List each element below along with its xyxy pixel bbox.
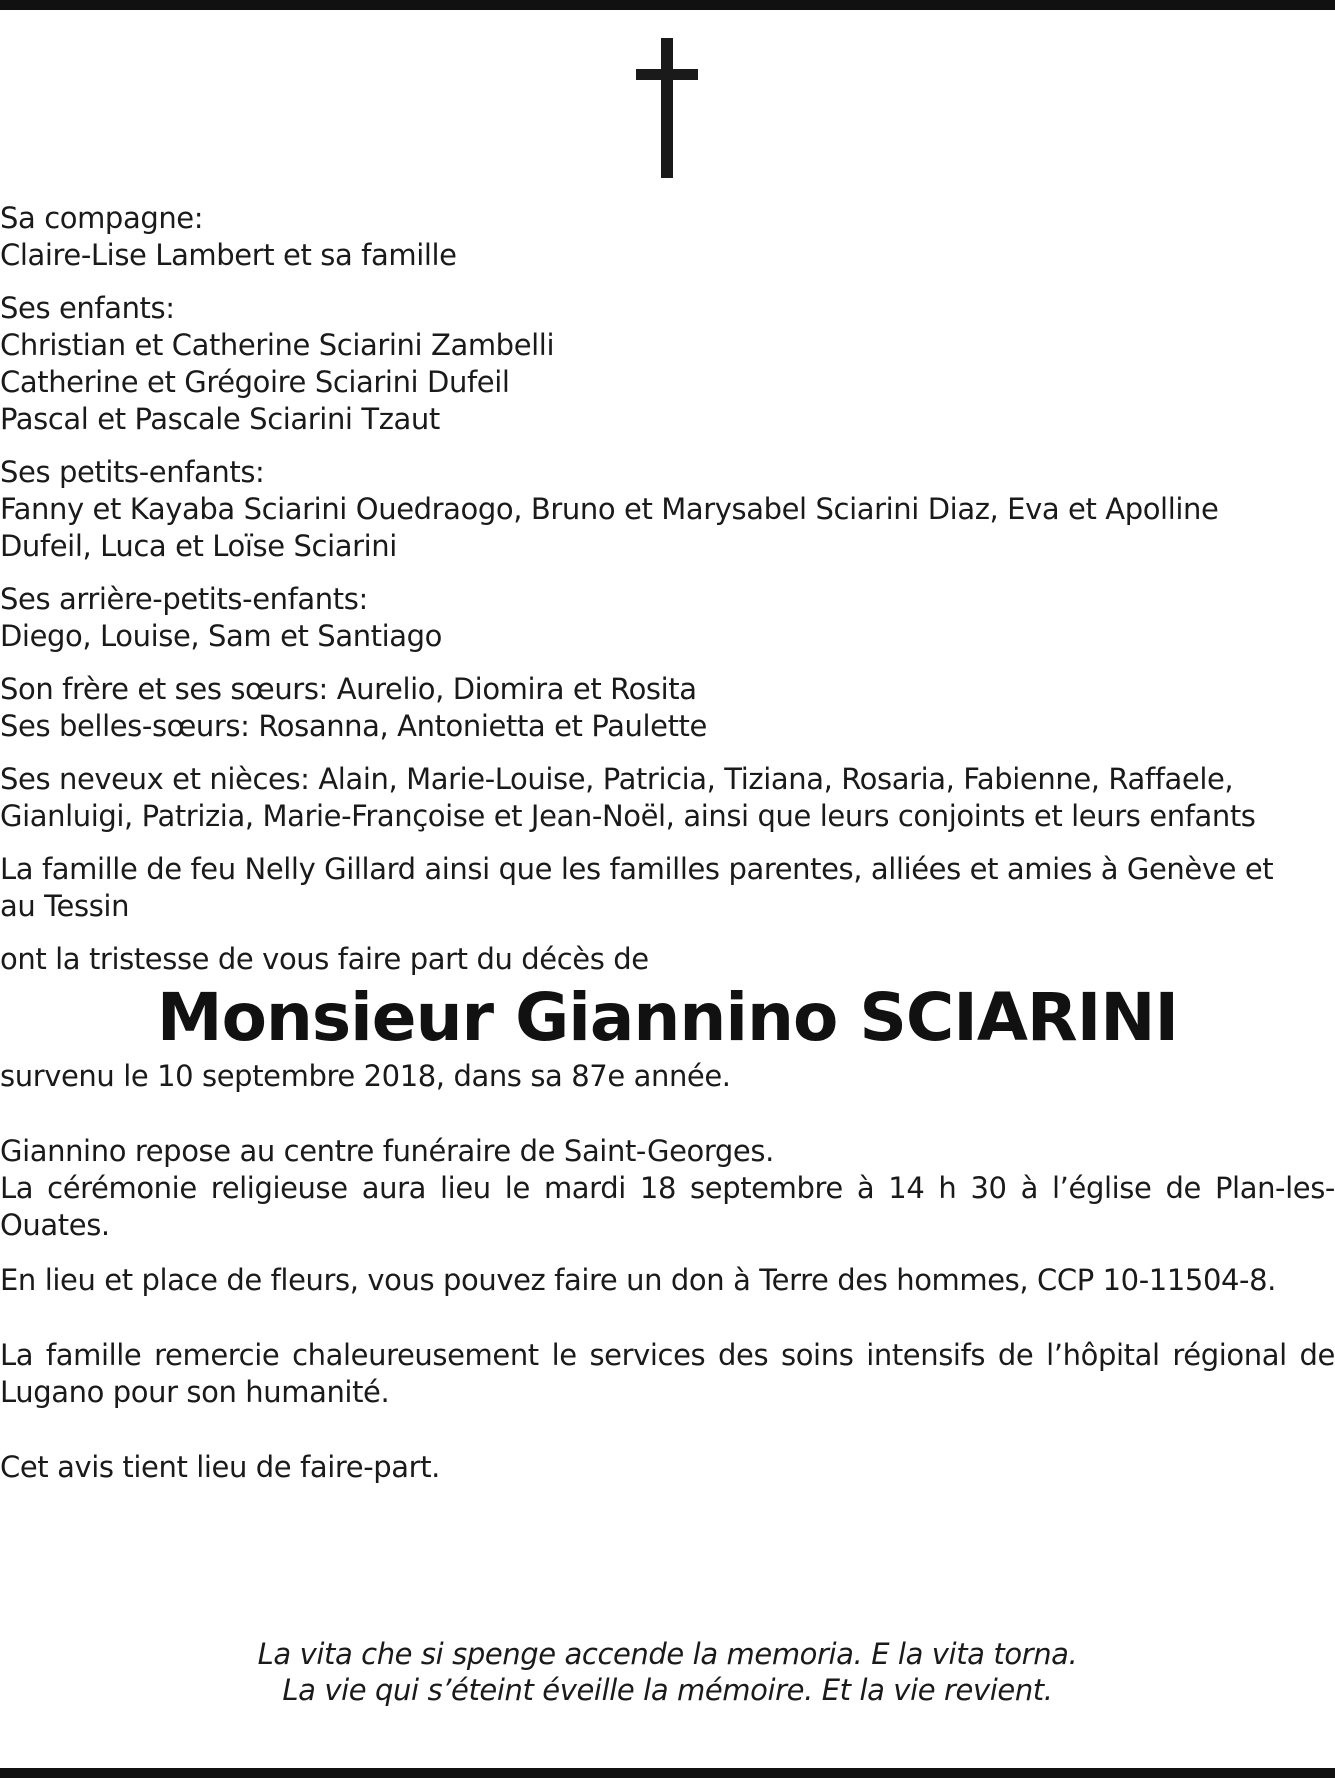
closing-quote bbox=[0, 1636, 1335, 1708]
nephews-nieces-group bbox=[0, 761, 1335, 835]
spacer bbox=[0, 1299, 1335, 1337]
deceased-name: Monsieur Giannino SCIARINI bbox=[156, 979, 1179, 1056]
spacer bbox=[0, 1244, 1335, 1262]
great-grandchildren-group bbox=[0, 581, 1335, 655]
bottom-border-rule bbox=[0, 1768, 1335, 1778]
nephews-nieces-line: Gianluigi, Patrizia, Marie-Françoise et Jean-Noël, ainsi que leurs conjoints et leurs enfants bbox=[0, 799, 1256, 833]
grandchildren-group bbox=[0, 454, 1335, 565]
quote-french: La vie qui s’éteint éveille la mémoire. Et la vie revient. bbox=[282, 1673, 1053, 1707]
latin-cross-icon bbox=[636, 38, 698, 178]
ceremony-details: La cérémonie religieuse aura lieu le mardi 18 septembre à 14 h 30 à l’église de Plan-les-Ouates. bbox=[0, 1171, 1335, 1242]
child-name: Catherine et Grégoire Sciarini Dufeil bbox=[0, 365, 510, 399]
extended-family-line: La famille de feu Nelly Gillard ainsi que les familles parentes, alliées et amies à Genève et bbox=[0, 852, 1274, 886]
obituary-body bbox=[0, 200, 1335, 1486]
top-border-rule bbox=[0, 0, 1335, 10]
children-label: Ses enfants: bbox=[0, 291, 175, 325]
child-name: Pascal et Pascale Sciarini Tzaut bbox=[0, 402, 440, 436]
companion-name: Claire-Lise Lambert et sa famille bbox=[0, 238, 457, 272]
child-name: Christian et Catherine Sciarini Zambelli bbox=[0, 328, 555, 362]
rest-location: Giannino repose au centre funéraire de Saint-Georges. bbox=[0, 1134, 774, 1168]
death-info: survenu le 10 septembre 2018, dans sa 87e année. bbox=[0, 1059, 731, 1093]
announcement-text: ont la tristesse de vous faire part du décès de bbox=[0, 942, 649, 976]
nephews-nieces-line: Ses neveux et nièces: Alain, Marie-Louise, Patricia, Tiziana, Rosaria, Fabienne, Raffaele, bbox=[0, 762, 1234, 796]
spacer bbox=[0, 1095, 1335, 1133]
companion-label: Sa compagne: bbox=[0, 201, 204, 235]
sisters-in-law-line: Ses belles-sœurs: Rosanna, Antonietta et Paulette bbox=[0, 709, 707, 743]
spacer bbox=[0, 1411, 1335, 1449]
thanks-text: La famille remercie chaleureusement le services des soins intensifs de l’hôpital régional de Lugano pour son humanité. bbox=[0, 1338, 1335, 1409]
extended-family-line: au Tessin bbox=[0, 889, 130, 923]
children-group bbox=[0, 290, 1335, 438]
quote-italian: La vita che si spenge accende la memoria. E la vita torna. bbox=[257, 1637, 1078, 1671]
cross-horizontal-bar bbox=[636, 69, 698, 80]
grandchildren-names-line: Dufeil, Luca et Loïse Sciarini bbox=[0, 529, 397, 563]
companion-group bbox=[0, 200, 1335, 274]
siblings-group bbox=[0, 671, 1335, 745]
siblings-line: Son frère et ses sœurs: Aurelio, Diomira et Rosita bbox=[0, 672, 697, 706]
great-grandchildren-label: Ses arrière-petits-enfants: bbox=[0, 582, 368, 616]
grandchildren-label: Ses petits-enfants: bbox=[0, 455, 265, 489]
notice-text: Cet avis tient lieu de faire-part. bbox=[0, 1450, 440, 1484]
cross-vertical-bar bbox=[661, 38, 673, 178]
extended-family-group bbox=[0, 851, 1335, 925]
grandchildren-names-line: Fanny et Kayaba Sciarini Ouedraogo, Bruno et Marysabel Sciarini Diaz, Eva et Apolline bbox=[0, 492, 1219, 526]
great-grandchildren-names: Diego, Louise, Sam et Santiago bbox=[0, 619, 443, 653]
donation-text: En lieu et place de fleurs, vous pouvez faire un don à Terre des hommes, CCP 10-11504-8. bbox=[0, 1263, 1276, 1297]
